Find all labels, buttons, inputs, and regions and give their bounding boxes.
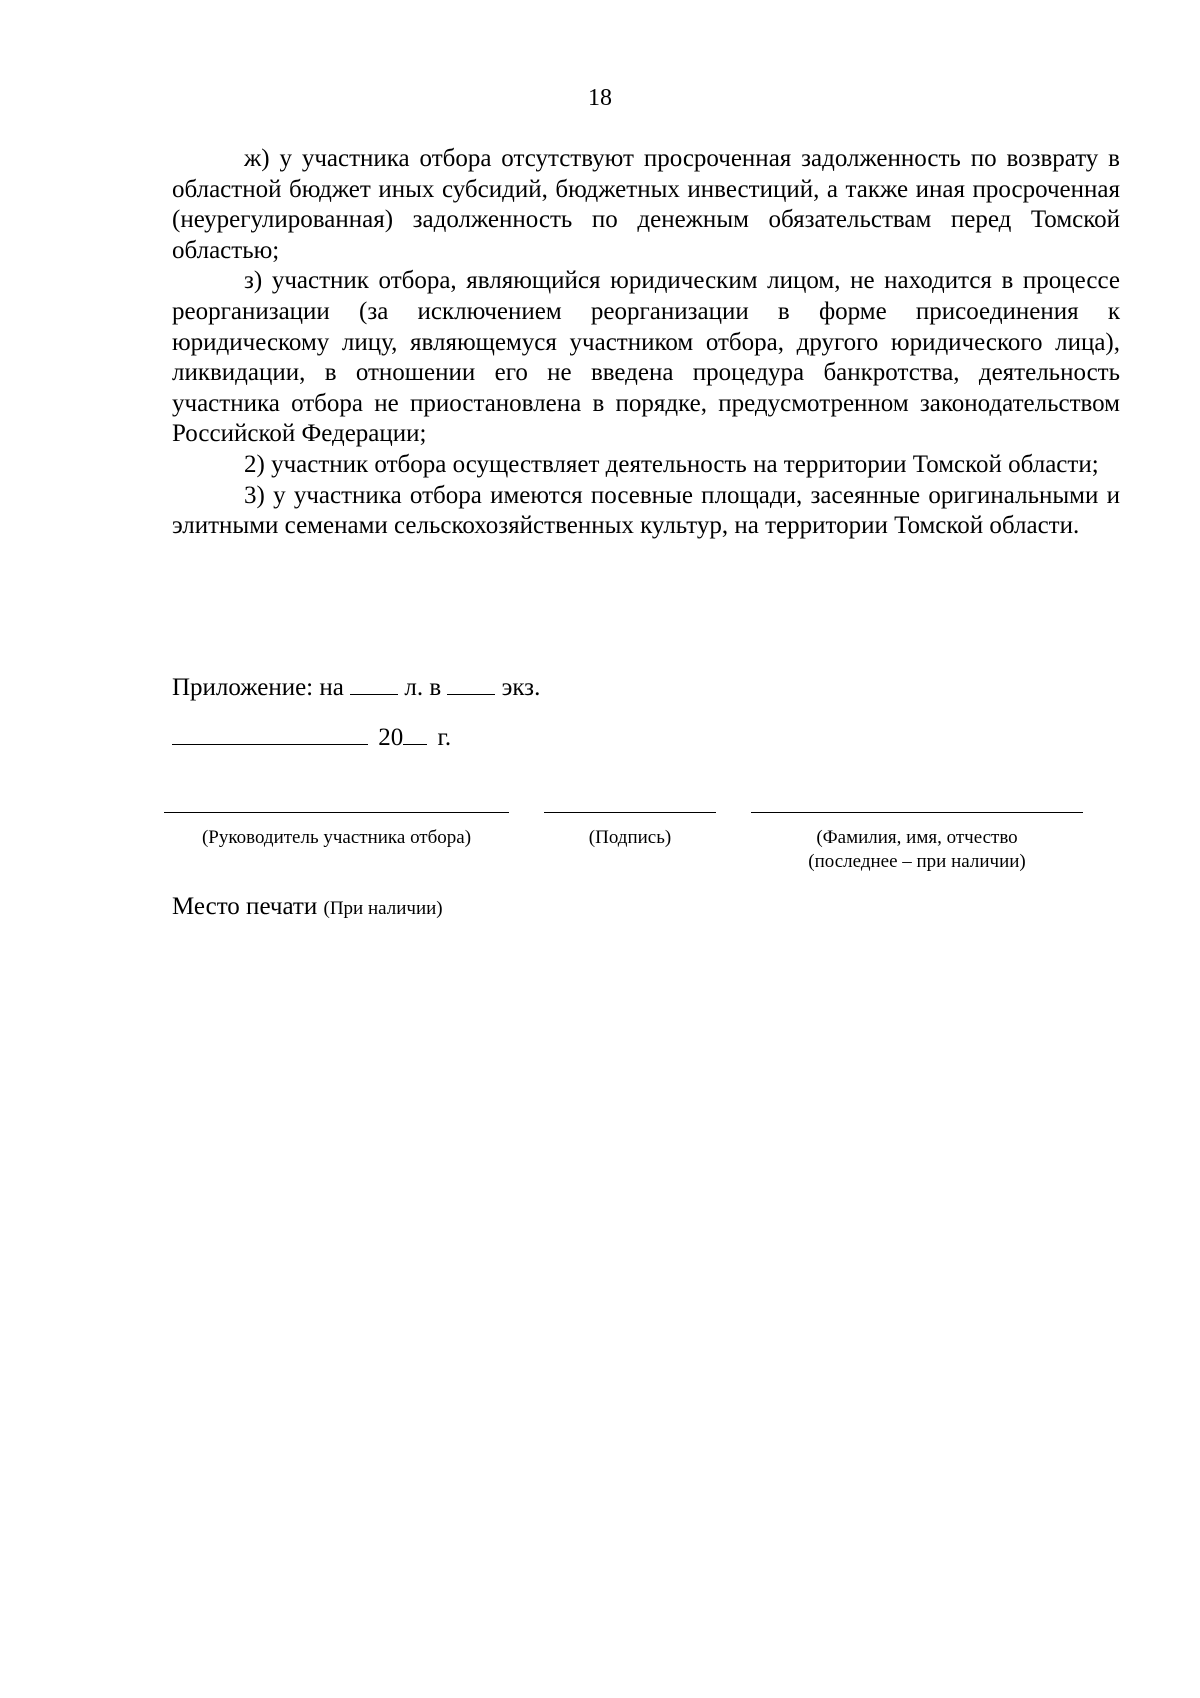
date-suffix: г.	[437, 724, 452, 751]
signature-caption: (Подпись)	[588, 827, 672, 848]
stamp-note: (При наличии)	[323, 898, 443, 919]
paragraph-3: 3) у участника отбора имеются посевные площади, засеянные оригинальными и элитными семенами сельскохозяйственных культур, на территории Томской области.	[172, 481, 1120, 540]
document-body	[172, 144, 1120, 542]
stamp-place	[172, 892, 443, 924]
date-century: 20	[378, 724, 404, 751]
attachment-prefix: Приложение: на	[172, 674, 344, 701]
paragraph-z: з) участник отбора, являющийся юридическим лицом, не находится в процессе реорганизации (за исключением реорганизации в форме присоединения к юридическому лицу, являющемуся участником отбора, другого юридического лица), ликвидации, в отношении его не введена процедура банкротства, деятельность участника отбора не приостановлена в порядке, предусмотренном законодательством Российской Федерации;	[172, 267, 1120, 448]
page-number: 18	[588, 85, 612, 111]
copies-count-blank	[447, 672, 495, 695]
sheets-count-blank	[350, 672, 398, 695]
paragraph-zh: ж) у участника отбора отсутствуют просроченная задолженность по возврату в областной бюджет иных субсидий, бюджетных инвестиций, а также иная просроченная (неурегулированная) задолженность по денежным обязательствам перед Томской областью;	[172, 145, 1120, 264]
date-line	[172, 722, 451, 753]
date-blank	[172, 722, 368, 745]
name-signature-line	[751, 812, 1083, 813]
attachment-suffix: экз.	[501, 674, 541, 701]
attachment-line	[172, 672, 540, 703]
attachment-mid: л. в	[404, 674, 442, 701]
stamp-label: Место печати	[172, 893, 318, 920]
name-caption	[751, 826, 1083, 874]
name-caption-line2: (последнее – при наличии)	[808, 851, 1026, 872]
signature-line	[544, 812, 716, 813]
name-caption-line1: (Фамилия, имя, отчество	[816, 827, 1018, 848]
head-caption: (Руководитель участника отбора)	[201, 827, 472, 848]
head-signature-line	[164, 812, 509, 813]
paragraph-2: 2) участник отбора осуществляет деятельность на территории Томской области;	[244, 450, 1099, 478]
year-blank	[403, 722, 427, 745]
